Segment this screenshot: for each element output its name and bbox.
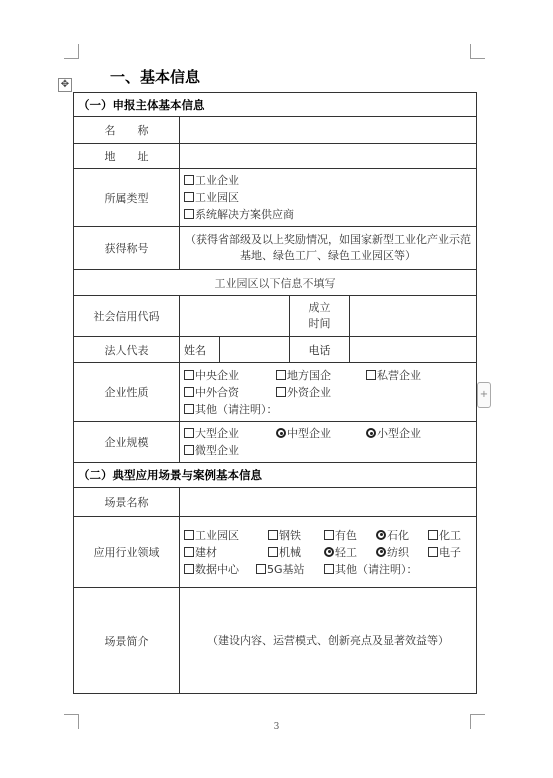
nature-option-local-soe[interactable]: 地方国企 — [276, 367, 366, 384]
checkbox-icon — [184, 370, 194, 380]
table-move-handle-icon[interactable]: ✥ — [58, 78, 72, 92]
name-label: 名 称 — [74, 117, 180, 144]
section-title-scenario: （二）典型应用场景与案例基本信息 — [74, 463, 477, 488]
checkbox-icon — [366, 370, 376, 380]
section-title-applicant: （一）申报主体基本信息 — [74, 93, 477, 117]
checkbox-icon — [184, 445, 194, 455]
industry-option-5g-base-station[interactable]: 5G基站 — [256, 561, 324, 578]
checkbox-icon — [276, 387, 286, 397]
name-sub-label: 姓名 — [180, 337, 220, 363]
selected-radio-icon — [376, 530, 386, 540]
checkbox-icon — [268, 547, 278, 557]
legal-rep-label: 法人代表 — [74, 337, 180, 363]
scale-option-small[interactable]: 小型企业 — [366, 425, 421, 442]
type-option-industrial-enterprise[interactable]: 工业企业 — [184, 172, 472, 189]
scene-name-label: 场景名称 — [74, 488, 180, 517]
selected-radio-icon — [376, 547, 386, 557]
checkbox-icon — [184, 387, 194, 397]
checkbox-icon — [184, 209, 194, 219]
honors-label: 获得称号 — [74, 227, 180, 270]
checkbox-icon — [184, 428, 194, 438]
checkbox-icon — [184, 547, 194, 557]
scale-option-large[interactable]: 大型企业 — [184, 425, 276, 442]
established-label: 成立时间 — [290, 296, 350, 337]
industry-option-light-industry[interactable]: 轻工 — [324, 544, 376, 561]
nature-option-foreign[interactable]: 外资企业 — [276, 384, 331, 401]
nature-option-other[interactable]: 其他（请注明）： — [184, 401, 472, 418]
address-label: 地 址 — [74, 144, 180, 169]
industry-option-chemical[interactable]: 化工 — [428, 527, 461, 544]
page-heading: 一、基本信息 — [110, 68, 201, 86]
type-label: 所属类型 — [74, 169, 180, 227]
industry-option-petrochemical[interactable]: 石化 — [376, 527, 428, 544]
scale-option-medium[interactable]: 中型企业 — [276, 425, 366, 442]
industry-option-building-materials[interactable]: 建材 — [184, 544, 268, 561]
phone-field[interactable] — [350, 337, 477, 363]
credit-code-label: 社会信用代码 — [74, 296, 180, 337]
page-number: 3 — [273, 722, 280, 732]
checkbox-icon — [184, 564, 194, 574]
industry-option-textile[interactable]: 纺织 — [376, 544, 428, 561]
intro-label: 场景简介 — [74, 588, 180, 694]
industry-option-data-center[interactable]: 数据中心 — [184, 561, 256, 578]
checkbox-icon — [184, 192, 194, 202]
type-options — [180, 169, 477, 227]
nature-option-central[interactable]: 中央企业 — [184, 367, 276, 384]
selected-radio-icon — [276, 428, 286, 438]
checkbox-icon — [268, 530, 278, 540]
industry-option-machinery[interactable]: 机械 — [268, 544, 324, 561]
add-column-tab[interactable]: + — [477, 382, 491, 408]
nature-label: 企业性质 — [74, 363, 180, 422]
scale-label: 企业规模 — [74, 422, 180, 463]
industry-label: 应用行业领域 — [74, 517, 180, 588]
established-field[interactable] — [350, 296, 477, 337]
scale-options — [180, 422, 477, 463]
checkbox-icon — [428, 530, 438, 540]
industry-option-steel[interactable]: 钢铁 — [268, 527, 324, 544]
scene-name-field[interactable] — [180, 488, 477, 517]
selected-radio-icon — [366, 428, 376, 438]
application-form-table — [73, 92, 477, 694]
intro-field[interactable]: （建设内容、运营模式、创新亮点及显著效益等） — [180, 588, 477, 694]
page-corner-mark-top-right — [470, 44, 485, 59]
checkbox-icon — [184, 404, 194, 414]
industry-option-other[interactable]: 其他（请注明）： — [324, 561, 418, 578]
nature-options — [180, 363, 477, 422]
checkbox-icon — [184, 530, 194, 540]
checkbox-icon — [276, 370, 286, 380]
name-field[interactable] — [180, 117, 477, 144]
checkbox-icon — [256, 564, 266, 574]
nature-option-joint-venture[interactable]: 中外合资 — [184, 384, 276, 401]
selected-radio-icon — [324, 547, 334, 557]
checkbox-icon — [324, 564, 334, 574]
honors-field[interactable]: （获得省部级及以上奖励情况，如国家新型工业化产业示范基地、绿色工厂、绿色工业园区等） — [180, 227, 477, 270]
type-option-industrial-park[interactable]: 工业园区 — [184, 189, 472, 206]
checkbox-icon — [184, 175, 194, 185]
industry-options — [180, 517, 477, 588]
checkbox-icon — [324, 530, 334, 540]
industry-option-electronics[interactable]: 电子 — [428, 544, 461, 561]
park-note: 工业园区以下信息不填写 — [74, 270, 477, 296]
phone-label: 电话 — [290, 337, 350, 363]
type-option-solution-provider[interactable]: 系统解决方案供应商 — [184, 206, 472, 223]
scale-option-micro[interactable]: 微型企业 — [184, 442, 472, 459]
checkbox-icon — [428, 547, 438, 557]
industry-option-industrial-park[interactable]: 工业园区 — [184, 527, 268, 544]
address-field[interactable] — [180, 144, 477, 169]
page-corner-mark-top-left — [64, 44, 79, 59]
nature-option-private[interactable]: 私营企业 — [366, 367, 421, 384]
legal-rep-name-field[interactable] — [220, 337, 290, 363]
credit-code-field[interactable] — [180, 296, 290, 337]
industry-option-nonferrous[interactable]: 有色 — [324, 527, 376, 544]
